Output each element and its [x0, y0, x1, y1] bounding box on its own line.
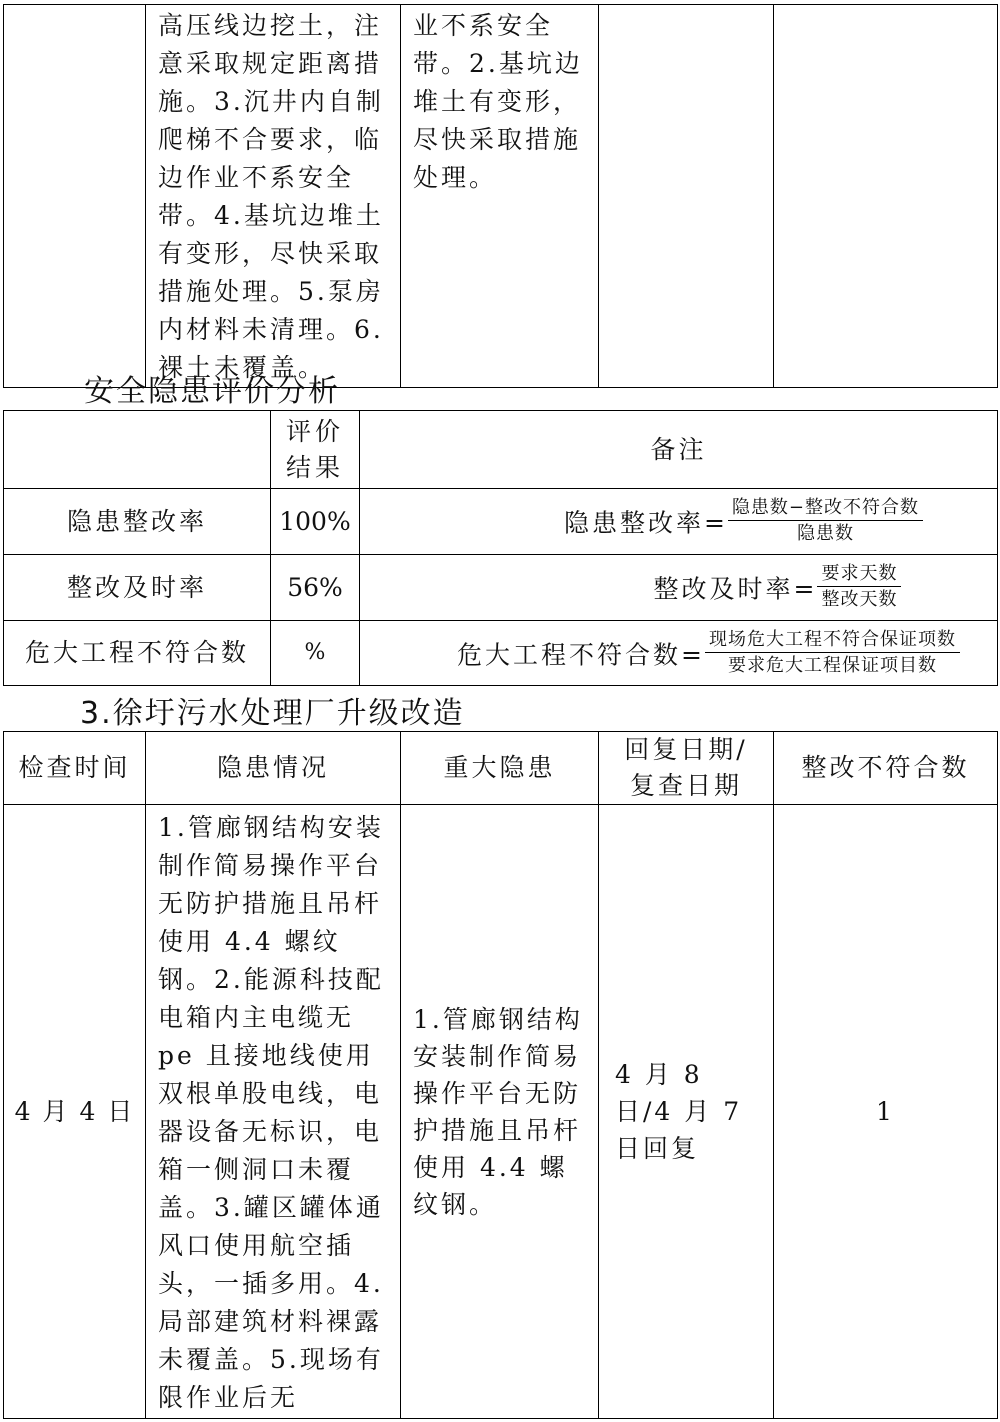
row-hazards: 1.管廊钢结构安装制作简易操作平台无防护措施且吊杆使用 4.4 螺纹钢。2.能源科技配电箱内主电缆无 pe 且接地线使用双根单股电线，电器设备无标识，电箱一侧洞口未覆盖。3.罐区罐体通风口使用航空插头，一插多用。4.局部建筑材料裸露未覆盖。5.现场有限作业后无 [158, 813, 384, 1412]
eval-header-note: 备注 [650, 434, 707, 464]
formula-label: 整改及时率= [653, 574, 818, 604]
formula-numerator: 隐患数−整改不符合数 [728, 496, 923, 521]
top-reply-cell [599, 5, 774, 388]
section-eval-title: 安全隐患评价分析 [84, 374, 340, 409]
col-header-reply-date: 回复日期/复查日期 [624, 735, 748, 800]
eval-header-blank [4, 411, 271, 489]
formula-label: 危大工程不符合数= [457, 640, 705, 669]
top-noncompliance-cell [774, 5, 998, 388]
col-header-major-hazards: 重大隐患 [443, 753, 556, 782]
hazard-table [3, 731, 998, 1419]
formula-denominator: 整改天数 [821, 589, 898, 610]
table-row [4, 805, 998, 1419]
formula-fraction [705, 628, 960, 679]
top-date-cell [4, 5, 146, 388]
eval-row-result: 56% [287, 572, 343, 602]
row-reply-date: 4 月 8 日/4 月 7 日回复 [615, 1060, 743, 1163]
formula-label: 隐患整改率= [563, 508, 728, 538]
col-header-check-time: 检查时间 [18, 753, 131, 782]
col-header-hazards: 隐患情况 [216, 753, 329, 782]
eval-row [4, 621, 998, 686]
eval-row-name: 隐患整改率 [66, 506, 207, 536]
eval-table [3, 410, 998, 686]
formula-numerator: 要求天数 [817, 562, 901, 587]
formula-denominator: 隐患数 [796, 523, 854, 544]
col-header-noncompliance: 整改不符合数 [801, 753, 970, 782]
row-noncompliance: 1 [876, 1096, 895, 1126]
top-hazard-table [3, 4, 998, 388]
row-major-hazards: 1.管廊钢结构安装制作简易操作平台无防护措施且吊杆使用 4.4 螺纹钢。 [413, 1004, 583, 1219]
eval-row-result: 100% [279, 506, 351, 536]
eval-row-name: 危大工程不符合数 [24, 638, 249, 667]
formula-fraction [817, 562, 901, 613]
top-hazard-text: 高压线边挖土，注意采取规定距离措施。3.沉井内自制爬梯不合要求，临边作业不系安全带。4.基坑边堆土有变形，尽快采取措施处理。5.泵房内材料未清理。6.裸土未覆盖。 [158, 11, 384, 382]
section-3-title: 3.徐圩污水处理厂升级改造 [80, 696, 465, 731]
top-major-hazard-text: 业不系安全带。2.基坑边堆土有变形，尽快采取措施处理。 [413, 11, 583, 192]
eval-row [4, 489, 998, 555]
formula-denominator: 要求危大工程保证项目数 [727, 654, 937, 676]
formula-fraction [728, 496, 923, 547]
eval-header-result: 评价结果 [285, 416, 344, 482]
eval-row-name: 整改及时率 [66, 572, 207, 602]
eval-row [4, 555, 998, 621]
formula-numerator: 现场危大工程不符合保证项数 [705, 628, 960, 653]
eval-row-result: % [304, 640, 326, 665]
row-date: 4 月 4 日 [14, 1096, 135, 1126]
